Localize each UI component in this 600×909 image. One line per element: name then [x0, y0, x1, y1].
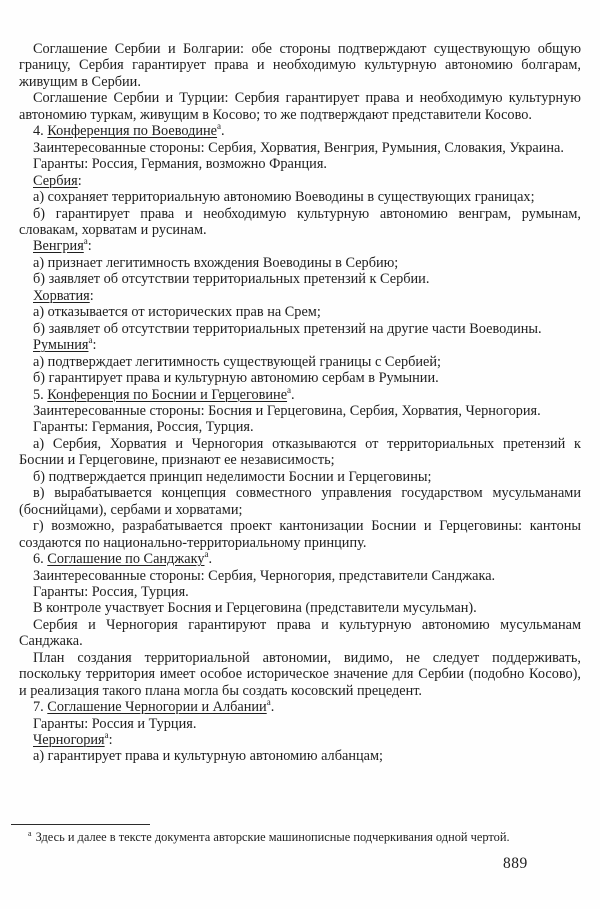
text-run: б) подтверждается принцип неделимости Боснии и Герцеговины;: [33, 468, 432, 485]
text-run: Соглашение Сербии и Турции: Сербия гарантирует права и необходимую культурную автономию туркам, живущим в Косово; то же подтверждают представители Косово.: [19, 90, 581, 123]
underlined-heading-text: Хорватия: [33, 287, 90, 304]
document-body: [19, 41, 581, 765]
footnote-reference-marker: а: [204, 549, 209, 560]
underlined-heading-text: Соглашение Черногории и Албании: [47, 699, 267, 716]
paragraph: [19, 403, 581, 419]
footnote-reference-marker: а: [287, 384, 292, 395]
paragraph: [19, 469, 581, 485]
underlined-heading-text: Конференция по Воеводине: [47, 123, 218, 140]
text-run: Заинтересованные стороны: Босния и Герцеговина, Сербия, Хорватия, Черногория.: [33, 402, 541, 419]
page-number: 889: [503, 855, 528, 872]
paragraph: [19, 140, 581, 156]
text-run: 7.: [33, 699, 48, 716]
text-run: :: [108, 732, 113, 749]
footnote-reference-marker: а: [88, 335, 93, 346]
text-run: В контроле участвует Босния и Герцеговина (представители мусульман).: [33, 600, 477, 617]
paragraph: [19, 123, 581, 139]
footnote-reference-marker: а: [83, 236, 88, 247]
text-run: Заинтересованные стороны: Сербия, Хорватия, Венгрия, Румыния, Словакия, Украина.: [33, 139, 564, 156]
paragraph: [19, 354, 581, 370]
footnote: [19, 830, 581, 845]
paragraph: [19, 337, 581, 353]
text-run: Гаранты: Россия, Турция.: [33, 583, 189, 600]
paragraph: [19, 370, 581, 386]
text-run: Сербия и Черногория гарантируют права и культурную автономию мусульманам Санджака.: [19, 616, 581, 650]
footnote-marker: а: [28, 828, 32, 838]
paragraph: [19, 716, 581, 732]
paragraph: [19, 568, 581, 584]
paragraph: [19, 384, 581, 403]
paragraph: [19, 617, 581, 650]
paragraph: [19, 650, 581, 699]
text-run: 6.: [33, 551, 48, 568]
text-run: б) гарантирует права и культурную автономию сербам в Румынии.: [33, 370, 439, 387]
text-run: .: [270, 699, 275, 716]
paragraph: [19, 419, 581, 435]
footnote-reference-marker: а: [104, 730, 109, 741]
text-run: б) гарантирует права и необходимую культурную автономию венграм, румынам, словакам, хорватам и русинам.: [19, 205, 581, 238]
text-run: Соглашение Сербии и Болгарии: обе стороны подтверждают существующую общую границу, Сербия гарантирует права и необходимую культурную автономию болгарам, живущим в Сербии.: [19, 41, 581, 90]
paragraph: [19, 238, 581, 254]
underlined-heading-text: Конференция по Боснии и Герцеговине: [47, 386, 288, 403]
paragraph: [19, 732, 581, 748]
paragraph: [19, 518, 581, 551]
paragraph: [19, 600, 581, 616]
text-run: Гаранты: Германия, Россия, Турция.: [33, 419, 254, 436]
underlined-heading-text: Черногория: [33, 732, 105, 749]
text-run: а) признает легитимность вхождения Воеводины в Сербию;: [33, 254, 399, 271]
text-run: .: [221, 123, 225, 140]
text-run: а) отказывается от исторических прав на Срем;: [33, 304, 321, 321]
paragraph: [19, 485, 581, 518]
text-run: Гаранты: Россия, Германия, возможно Франция.: [33, 156, 327, 173]
text-run: .: [291, 386, 295, 403]
paragraph: [19, 748, 581, 764]
text-run: Заинтересованные стороны: Сербия, Черногория, представители Санджака.: [33, 567, 496, 584]
underlined-heading-text: Соглашение по Санджаку: [47, 551, 205, 568]
footnote-reference-marker: а: [266, 697, 271, 708]
text-run: .: [208, 551, 213, 568]
text-run: 4.: [33, 123, 48, 140]
paragraph: [19, 584, 581, 600]
paragraph: [19, 436, 581, 469]
paragraph: [19, 321, 581, 337]
text-run: План создания территориальной автономии, видимо, не следует поддерживать, поскольку территория имеет особое историческое значение для Сербии (подобно Косово), и реализация такого плана могла бы создать косовский прецедент.: [19, 649, 581, 699]
paragraph: [19, 271, 581, 287]
text-run: в) вырабатывается концепция совместного управления государством мусульманами (боснийцами), сербами и хорватами;: [19, 485, 581, 518]
paragraph: [19, 189, 581, 205]
text-run: г) возможно, разрабатывается проект кантонизации Боснии и Герцеговины: кантоны создаются по национально-территориальному принципу.: [19, 518, 581, 551]
underlined-heading-text: Венгрия: [33, 238, 84, 255]
text-run: :: [89, 287, 94, 304]
underlined-heading-text: Румыния: [33, 337, 89, 354]
paragraph: [19, 304, 581, 320]
text-run: б) заявляет об отсутствии территориальных претензий к Сербии.: [33, 271, 430, 288]
text-run: а) сохраняет территориальную автономию Воеводины в существующих границах;: [33, 189, 535, 206]
text-run: а) подтверждает легитимность существующей границы с Сербией;: [33, 353, 441, 370]
paragraph: [19, 173, 581, 189]
underlined-heading-text: Сербия: [33, 172, 78, 189]
paragraph: [19, 288, 581, 304]
footnote-separator-rule: [11, 824, 150, 825]
paragraph: [19, 255, 581, 271]
text-run: а) гарантирует права и культурную автономию албанцам;: [33, 748, 383, 765]
text-run: а) Сербия, Хорватия и Черногория отказываются от территориальных претензий к Боснии и Герцеговине, признают ее независимость;: [19, 435, 581, 469]
footnote-text: Здесь и далее в тексте документа авторские машинописные подчеркивания одной чертой.: [35, 830, 510, 844]
text-run: 5.: [33, 386, 48, 403]
text-run: :: [92, 337, 97, 354]
text-run: б) заявляет об отсутствии территориальных претензий на другие части Воеводины.: [33, 320, 542, 337]
paragraph: [19, 156, 581, 172]
paragraph: [19, 206, 581, 239]
paragraph: [19, 551, 581, 567]
paragraph: [19, 41, 581, 90]
text-run: Гаранты: Россия и Турция.: [33, 715, 197, 732]
text-run: :: [87, 238, 92, 255]
paragraph: [19, 699, 581, 715]
text-run: :: [77, 172, 82, 189]
footnote-reference-marker: а: [217, 121, 222, 132]
paragraph: [19, 90, 581, 123]
